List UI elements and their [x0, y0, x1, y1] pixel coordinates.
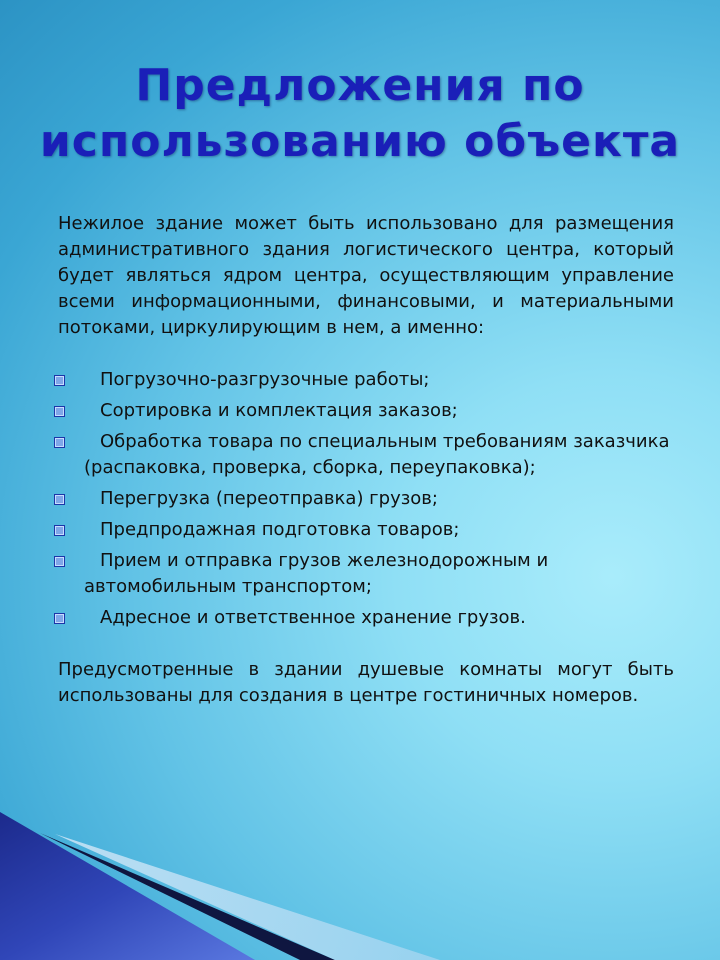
- square-bullet-icon: [54, 525, 65, 536]
- square-bullet-icon: [54, 375, 65, 386]
- list-item-text: Предпродажная подготовка товаров;: [100, 519, 460, 540]
- corner-decoration: [0, 800, 720, 960]
- square-bullet-icon: [54, 406, 65, 417]
- intro-paragraph: Нежилое здание может быть использовано для размещения административного здания логистического центра, который будет являться ядром центра, осуществляющим управление всеми информационными, финансовыми, и материальными потоками, циркулирующим в нем, а именно:: [58, 213, 674, 338]
- square-bullet-icon: [54, 613, 65, 624]
- slide-body: [58, 211, 674, 709]
- list-item-text: Погрузочно-разгрузочные работы;: [100, 369, 430, 390]
- outro-paragraph: Предусмотренные в здании душевые комнаты могут быть использованы для создания в центре гостиничных номеров.: [58, 659, 674, 706]
- list-item: [54, 398, 674, 424]
- slide-title-line-1: Предложения по: [135, 60, 585, 111]
- slide-title-line-2: использованию объекта: [39, 116, 681, 167]
- list-item-text: Прием и отправка грузов железнодорожным и автомобильным транспортом;: [84, 550, 549, 597]
- list-item-text: Адресное и ответственное хранение грузов.: [100, 607, 526, 628]
- list-item-text: Обработка товара по специальным требованиям заказчика (распаковка, проверка, сборка, переупаковка);: [84, 431, 670, 478]
- list-item: [54, 548, 674, 600]
- list-item: [54, 517, 674, 543]
- list-item: [54, 605, 674, 631]
- square-bullet-icon: [54, 437, 65, 448]
- list-item: [54, 429, 674, 481]
- list-item-text: Перегрузка (переотправка) грузов;: [100, 488, 438, 509]
- slide-title: [0, 58, 720, 170]
- list-item: [54, 486, 674, 512]
- bullet-list: [54, 367, 674, 631]
- list-item-text: Сортировка и комплектация заказов;: [100, 400, 458, 421]
- list-item: [54, 367, 674, 393]
- square-bullet-icon: [54, 494, 65, 505]
- square-bullet-icon: [54, 556, 65, 567]
